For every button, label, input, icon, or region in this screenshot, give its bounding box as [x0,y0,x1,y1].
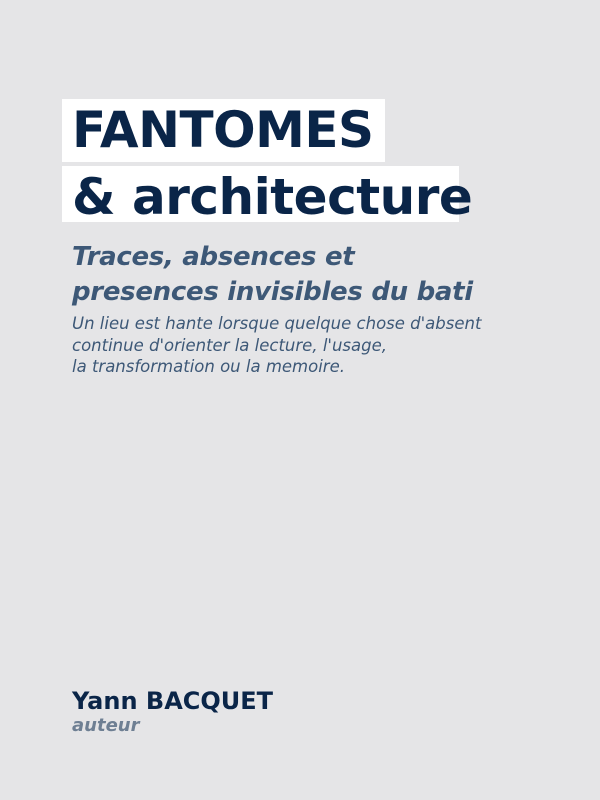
description-line-3: la transformation ou la memoire. [72,357,345,376]
subtitle-line-2: presences invisibles du bati [72,277,473,307]
subtitle-line-1: Traces, absences et [72,242,355,272]
author-name: Yann BACQUET [72,687,274,715]
title-text-1: FANTOMES [72,101,374,159]
subtitle [72,240,572,310]
description [72,313,572,378]
description-line-1: Un lieu est hante lorsque quelque chose d'absent [72,314,482,333]
author-role: auteur [72,715,140,736]
title-line-2 [62,166,473,226]
title-line-1 [62,99,385,162]
title-text-2: & architecture [72,168,473,226]
description-line-2: continue d'orienter la lecture, l'usage, [72,335,387,355]
